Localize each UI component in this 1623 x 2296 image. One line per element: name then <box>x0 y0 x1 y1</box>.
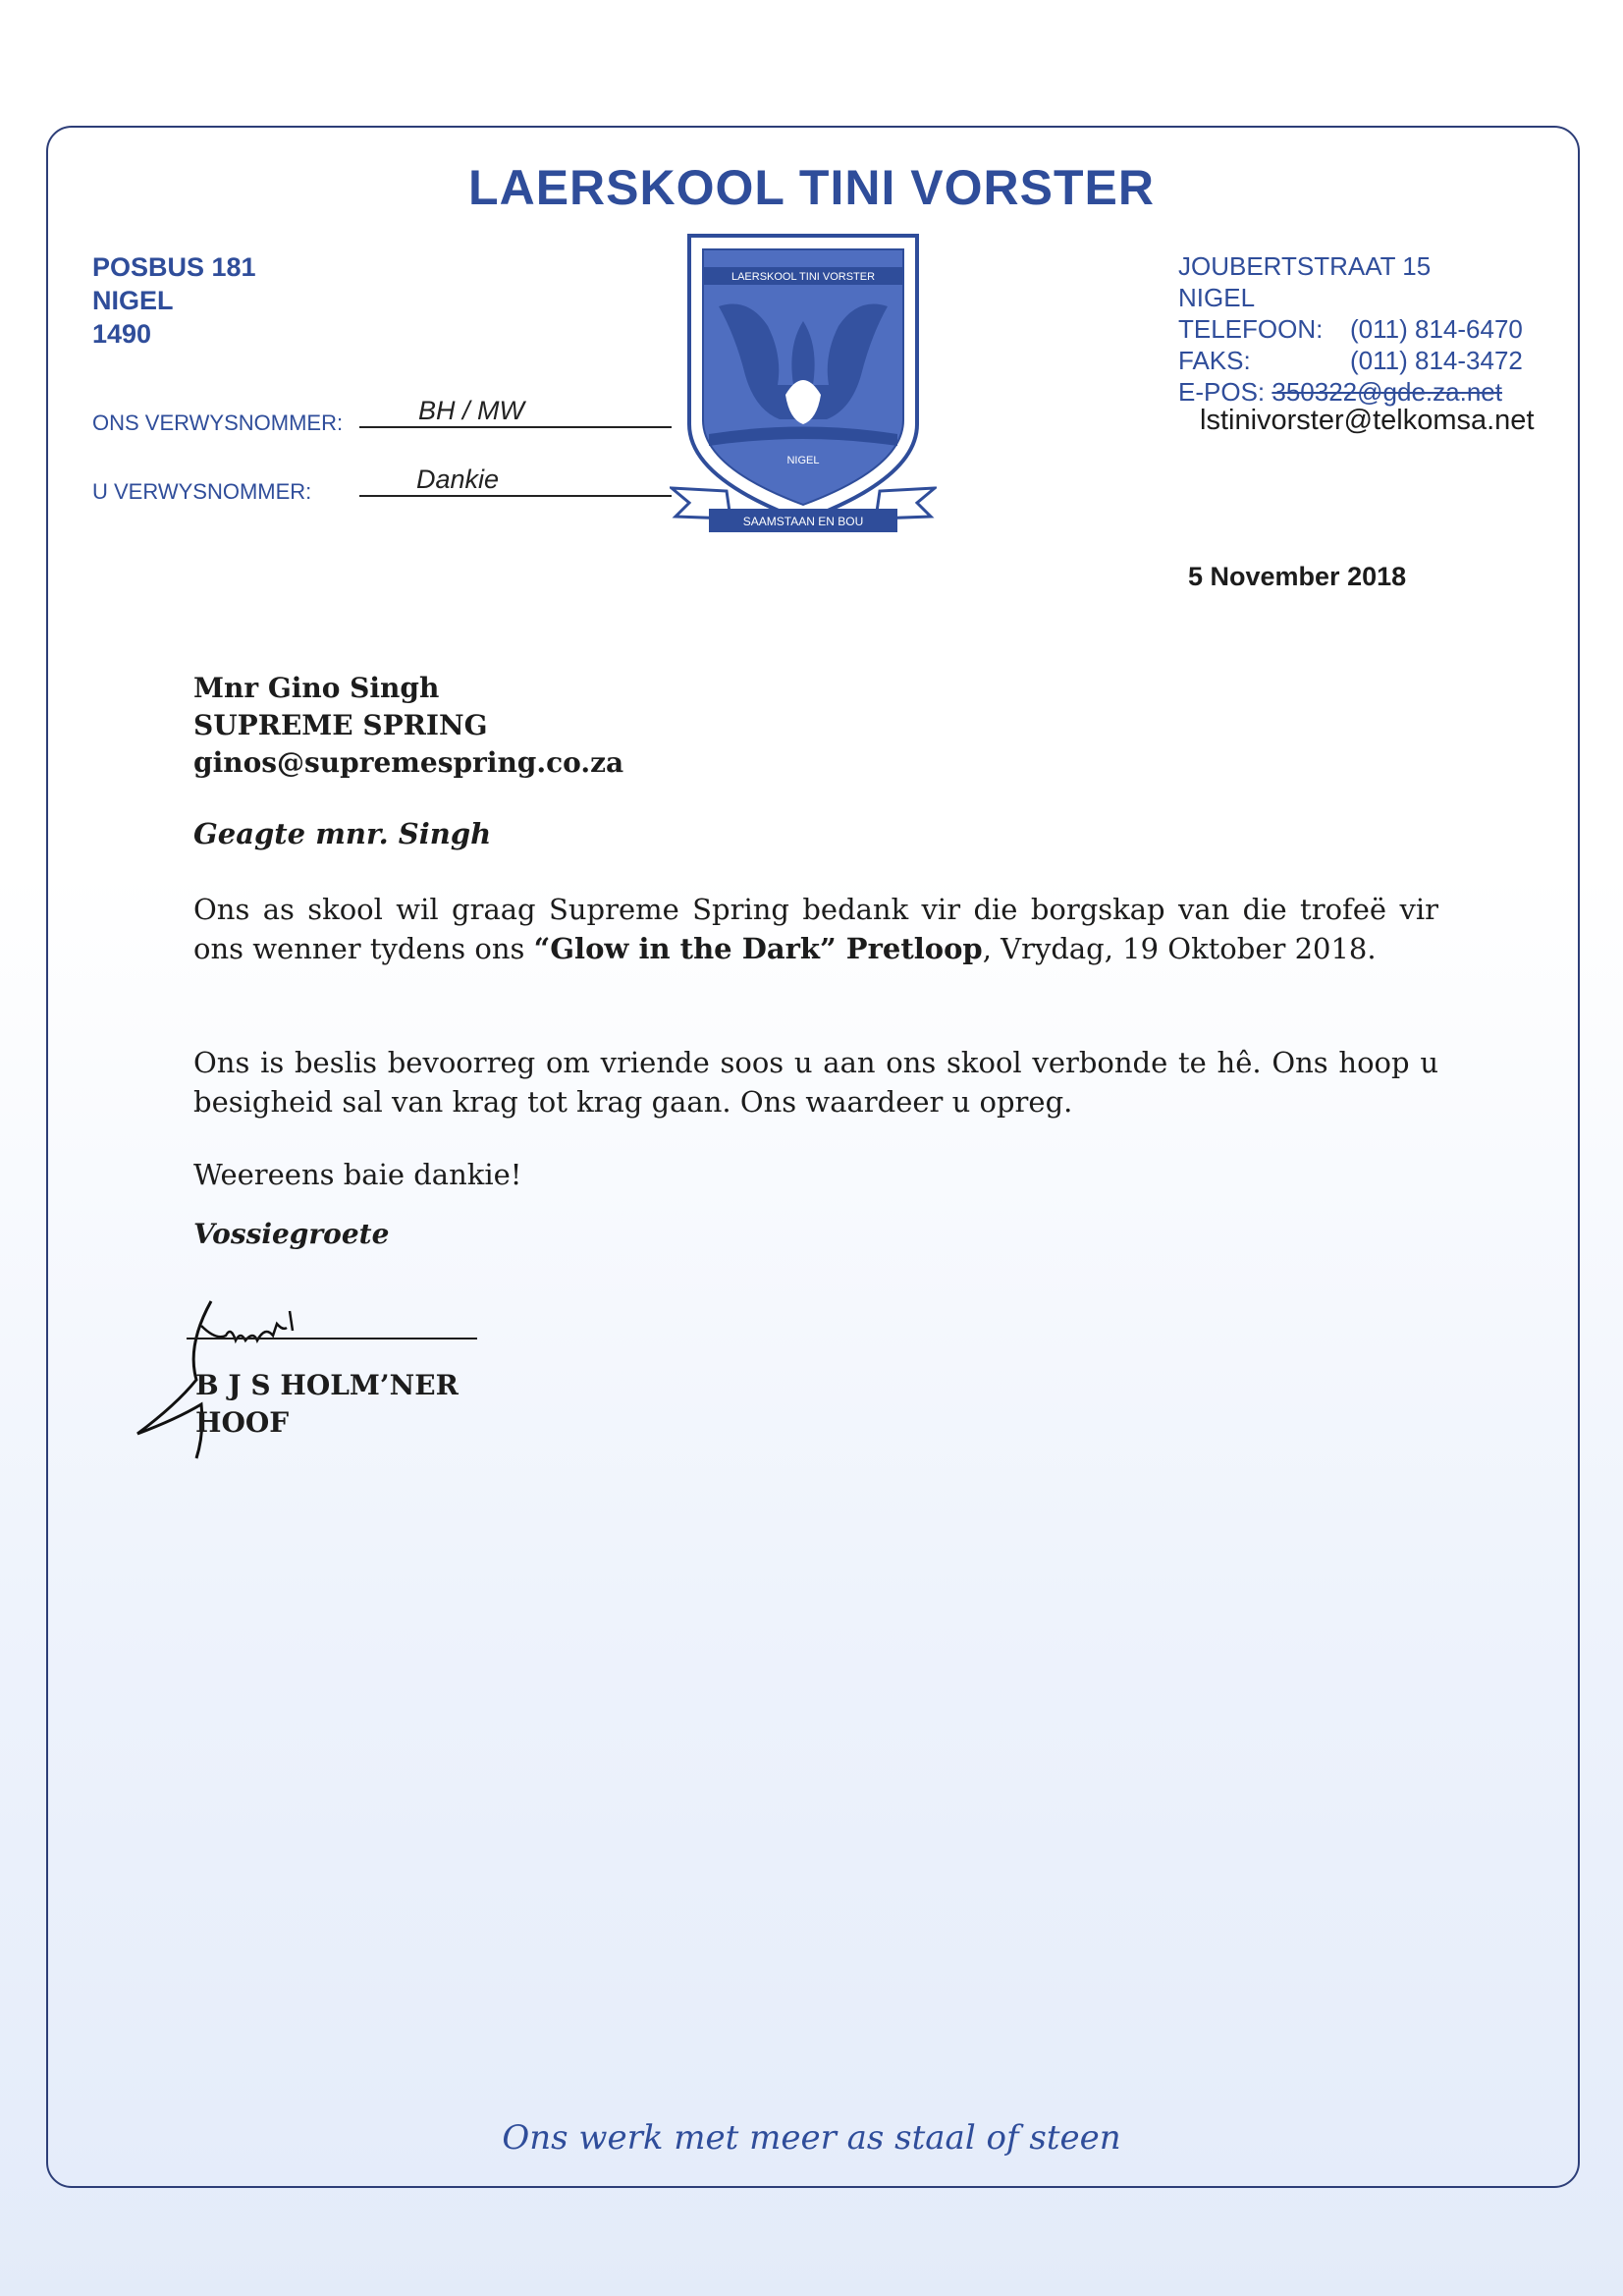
postal-address <box>92 250 256 351</box>
crest-top-text: LAERSKOOL TINI VORSTER <box>730 271 876 283</box>
crest-place-text: NIGEL <box>786 455 820 466</box>
town-line: NIGEL <box>1178 283 1256 312</box>
phone-number: (011) 814-6470 <box>1350 314 1523 344</box>
fax-number: (011) 814-3472 <box>1350 346 1523 375</box>
salutation: Geagte mnr. Singh <box>193 817 492 850</box>
school-name: LAERSKOOL TINI VORSTER <box>468 160 1155 215</box>
signatory-name: B J S HOLM’NER <box>195 1369 459 1401</box>
street-address <box>1178 250 1523 408</box>
paragraph-1-start: Ons as skool wil graag Supreme Spring bedank vir die borgskap van die trofeë vir ons wenner tydens ons <box>193 893 1438 965</box>
your-reference-line <box>359 495 672 497</box>
your-reference-value: Dankie <box>416 465 500 494</box>
footer-motto: Ons werk met meer as staal of steen <box>502 2118 1121 2158</box>
fax-line <box>1178 345 1523 376</box>
phone-line <box>1178 313 1523 345</box>
your-reference-label: U VERWYSNOMMER: <box>92 479 312 504</box>
recipient-email: ginos@supremespring.co.za <box>193 746 624 779</box>
signatory-block <box>195 1367 459 1442</box>
recipient-block <box>193 670 623 782</box>
recipient-company: SUPREME SPRING <box>193 709 488 741</box>
postal-line: POSBUS 181 <box>92 252 256 282</box>
fax-label: FAKS: <box>1178 346 1251 375</box>
closing: Vossiegroete <box>193 1218 390 1250</box>
email-new: lstinivorster@telkomsa.net <box>1200 405 1535 436</box>
letter-date: 5 November 2018 <box>1188 562 1407 591</box>
our-reference-label: ONS VERWYSNOMMER: <box>92 410 344 435</box>
paragraph-2: Ons is beslis bevoorreg om vriende soos u aan ons skool verbonde te hê. Ons hoop u besigheid sal van krag tot krag gaan. Ons waardeer u opreg. <box>193 1046 1438 1119</box>
recipient-name: Mnr Gino Singh <box>193 672 440 704</box>
email-line <box>1178 376 1523 408</box>
signatory-title: HOOF <box>195 1406 290 1439</box>
email-label: E-POS: <box>1178 377 1266 407</box>
postal-line: 1490 <box>92 319 152 349</box>
phone-label: TELEFOON: <box>1178 314 1324 344</box>
paragraph-3: Weereens baie dankie! <box>193 1158 522 1191</box>
our-reference-value: BH / MW <box>418 396 524 425</box>
email-old: 350322@gde.za.net <box>1271 377 1502 407</box>
event-name: “Glow in the Dark” Pretloop <box>533 932 983 965</box>
postal-line: NIGEL <box>92 286 174 315</box>
our-reference-line <box>359 426 672 428</box>
signature-line <box>187 1338 477 1339</box>
school-crest <box>670 228 937 540</box>
paragraph-1-end: , Vrydag, 19 Oktober 2018. <box>982 932 1377 965</box>
street-line: JOUBERTSTRAAT 15 <box>1178 251 1432 281</box>
paragraph-1 <box>193 890 1438 968</box>
crest-motto-text: SAAMSTAAN EN BOU <box>742 515 864 528</box>
